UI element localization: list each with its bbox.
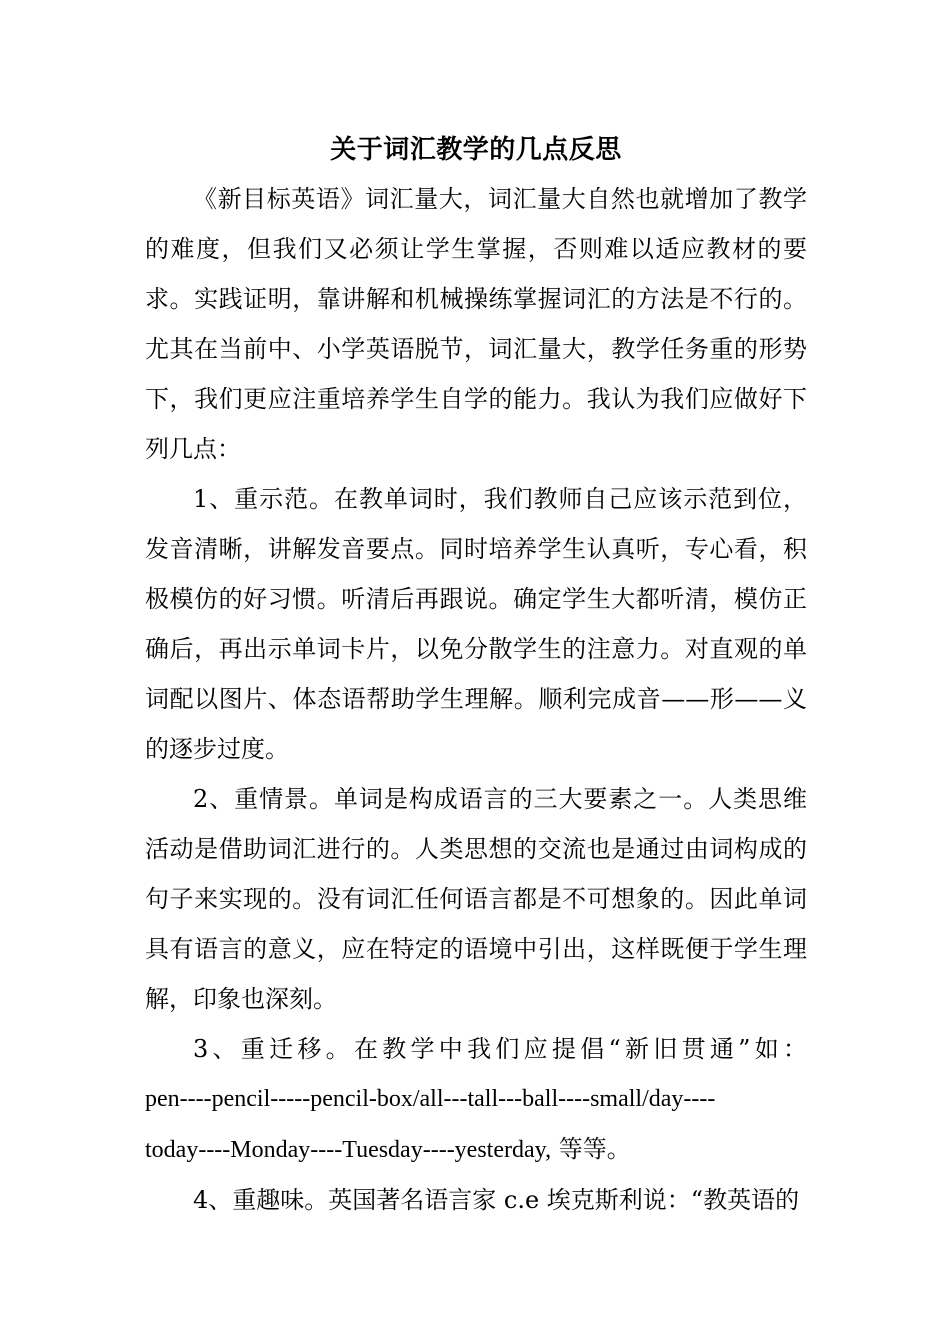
intro-paragraph: 《新目标英语》词汇量大，词汇量大自然也就增加了教学的难度，但我们又必须让学生掌握，否则难以适应教材的要求。实践证明，靠讲解和机械操练掌握词汇的方法是不行的。尤其在当前中、小学英语脱节，词汇量大，教学任务重的形势下，我们更应注重培养学生自学的能力。我认为我们应做好下列几点： [145, 185, 807, 463]
point-3-example-line-2 [145, 1124, 807, 1175]
point-3-example-line-1: pen----pencil-----pencil-box/all---tall---ball----small/day---- [145, 1086, 716, 1112]
point-3-example-words: today----Monday----Tuesday----yesterday, [145, 1137, 552, 1163]
point-4-paragraph: 4、重趣味。英国著名语言家 c.e 埃克斯利说：“教英语的 [193, 1186, 800, 1214]
document-body [145, 126, 807, 1225]
point-3-examples [145, 1074, 807, 1175]
point-2-paragraph: 2、重情景。单词是构成语言的三大要素之一。人类思维活动是借助词汇进行的。人类思想的交流也是通过由词构成的句子来实现的。没有词汇任何语言都是不可想象的。因此单词具有语言的意义，应在特定的语境中引出，这样既便于学生理解，印象也深刻。 [145, 785, 807, 1013]
point-3-intro: 3、重迁移。在教学中我们应提倡“新旧贯通”如： [193, 1035, 807, 1063]
point-1-paragraph: 1、重示范。在教单词时，我们教师自己应该示范到位，发音清晰，讲解发音要点。同时培养学生认真听，专心看，积极模仿的好习惯。听清后再跟说。确定学生大都听清，模仿正确后，再出示单词卡片，以免分散学生的注意力。对直观的单词配以图片、体态语帮助学生理解。顺利完成音——形——义的逐步过度。 [145, 485, 807, 763]
point-3-example-suffix: 等等。 [551, 1135, 631, 1163]
document-title: 关于词汇教学的几点反思 [330, 135, 622, 165]
